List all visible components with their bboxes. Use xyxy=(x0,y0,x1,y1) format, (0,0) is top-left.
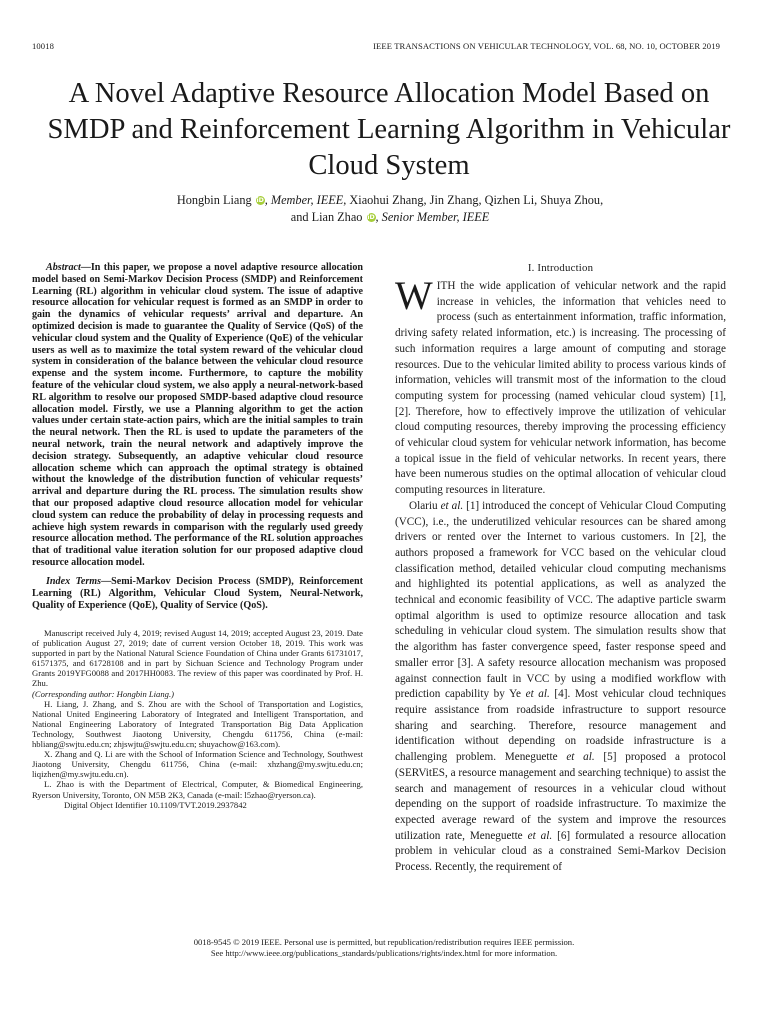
left-column xyxy=(32,262,363,810)
author-name: and Lian Zhao xyxy=(290,210,363,224)
author-names-middle: , Xiaohui Zhang, Jin Zhang, Qizhen Li, Shuya Zhou, xyxy=(343,193,604,207)
footnotes xyxy=(32,628,363,810)
index-terms xyxy=(32,576,363,612)
paper-title: A Novel Adaptive Resource Allocation Model Based on SMDP and Reinforcement Learning Algorithm in Vehicular Cloud System xyxy=(47,78,731,181)
footnote-affiliation: H. Liang, J. Zhang, and S. Zhou are with the School of Transportation and Logistics, National United Engineering Laboratory of Integrated and Intelligent Transportation, and National Engineering Laboratory of Integrated Transportation Big Data Application Technology, Southwest Jiaotong University, Chengdu 611756, China (e-mail: hbliang@swjtu.edu.cn; zhjswjtu@swjtu.edu.cn; shuyachow@163.com). xyxy=(32,698,363,750)
author-membership: , Senior Member, IEEE xyxy=(375,210,490,224)
intro-paragraph-text: ITH the wide application of vehicular network and the rapid increase in vehicles, the information that vehicles need to process (such as entertainment information, traffic information, driving safety related information, etc.) is increasing. The processing of such information requires a large amount of computing and storage resources. Due to the vehicular limited ability to process various kinds of information, vehicles will transmit most of the information to the cloud computing system for processing (named vehicular cloud system) [1], [2]. Therefore, how to effectively improve the utilization of vehicular cloud computing resources, thereby improving the processing efficiency of vehicular cloud system for vehicular network information, has become a topical issue in the field of vehicular networks. In recent years, there have been numerous studies on the optimal allocation of vehicular cloud computing resources in literature. xyxy=(395,280,726,497)
author-name: Hongbin Liang xyxy=(176,193,252,207)
index-terms-label: Index Terms xyxy=(46,575,102,587)
footnote-affiliation: X. Zhang and Q. Li are with the School of Information Science and Technology, Southwest Jiaotong University, Chengdu 611756, China (e-mail: xhzhang@my.swjtu.edu.cn; liqizhen@my.swjtu.edu.cn). xyxy=(32,749,363,780)
abstract-text: —In this paper, we propose a novel adaptive resource allocation model based on Semi-Markov Decision Process (SMDP) and Reinforcement Learning (RL) algorithm in vehicular cloud system. The issue of adaptive resource allocation for vehicular request is formed as an SMDP in order to gain the dynamics of vehicular requests’ arrival and departure. An optimized decision is made to guarantee the Quality of Service (QoS) of the vehicular cloud system and the Quality of Experience (QoE) of the vehicular users as well as to maximize the total system reward of the vehicular cloud system in consideration of the balance between the vehicular cloud resource expense and the system income. Furthermore, to capture the mobility feature of the vehicular cloud system, we also apply a neural-network-based RL algorithm to resolve our proposed SMDP-based adaptive cloud resource allocation model. Firstly, we use a Planning algorithm to get the action values under certain state-action pairs, which are the initial samples to train the neural network. Then the RL is used to update the parameters of the neural network, train the neural network and adaptively improve the decision strategy. Subsequently, an adaptive vehicular cloud resource allocation scheme which can approach the optimal strategy is obtained without the knowledge of the distribution function of vehicular requests’ arrival and departure during the RL process. The simulation results show that our proposed adaptive cloud resource allocation model for vehicular cloud system can reduce the probability of delay in processing requests and achieve high system rewards in comparison with the regularly used greedy resource allocation method. The performance of the RL solution approaches that of traditional value iteration solution for our proposed adaptive cloud resource allocation model. xyxy=(32,262,363,568)
index-terms-text: —Semi-Markov Decision Process (SMDP), Reinforcement Learning (RL) Algorithm, Vehicular Cloud System, Neural-Network, Quality of Experience (QoE), Quality of Service (QoS). xyxy=(32,575,363,611)
abstract xyxy=(32,262,363,569)
orcid-icon[interactable]: iD xyxy=(367,214,375,221)
abstract-label: Abstract xyxy=(46,262,81,273)
intro-paragraph xyxy=(395,273,726,499)
footnote-received: Manuscript received July 4, 2019; revised August 14, 2019; accepted August 23, 2019. Date of publication August 27, 2019; date of current version October 18, 2019. This work was supported in part by the National Natural Science Foundation of China under Grants 61731017, 61571375, and 61728108 and in part by Sichuan Science and Technology Program under Grants 2019YFG0088 and 2017HH0083. The review of this paper was coordinated by Prof. H. Zhu. xyxy=(32,628,363,689)
copyright-link[interactable]: See http://www.ieee.org/publications_standards/publications/rights/index.html for more information. xyxy=(210,948,558,958)
orcid-icon[interactable]: iD xyxy=(256,197,264,204)
right-column xyxy=(395,262,726,876)
author-membership: , Member, IEEE xyxy=(264,193,344,207)
intro-paragraph: Olariu et al. [1] introduced the concept of Vehicular Cloud Computing (VCC), i.e., the underutilized vehicular resources can be shared among drivers or rented over the Internet to various customers. In [2], the authors proposed a framework for VCC based on the vehicular cloud classification method, detailed vehicular cloud computing mechanisms and highlighted its potential applications, as well as analyzed the technical and economic feasibility of VCC. The adaptive particle swarm optimal algorithm is used to optimize resource allocation and task scheduling in vehicular cloud system. The simulation results show that the algorithm has faster convergence speed, faster response speed and smaller error [3]. A safety resource allocation mechanism was proposed against connection fault in VCC by using a modified workflow with prediction capability by Ye et al. [4]. Most vehicular cloud techniques require assistance from roadside infrastructure to support resource sharing and searching. Therefore, resource management and identification without depending on roadside infrastructure is a challenging problem. Meneguette et al. [5] proposed a protocol (SERVitES, a resource management and searching technique) to assist the search and management of resources in a vehicular cloud without depending on the support of roadside infrastructure. To maximize the expected average reward of the system and improve the resources utilization rate, Meneguette et al. [6] formulated a resource allocation problem in vehicular cloud as a constrained Semi-Markov Decision Process. Recently, the requirement of xyxy=(395,499,727,874)
author-list xyxy=(60,192,720,226)
section-heading: I. Introduction xyxy=(527,262,594,274)
footnote-corresponding: (Corresponding author: Hongbin Liang.) xyxy=(32,688,174,699)
copyright-notice xyxy=(60,937,708,959)
running-header-journal: IEEE TRANSACTIONS ON VEHICULAR TECHNOLOGY, VOL. 68, NO. 10, OCTOBER 2019 xyxy=(373,41,720,51)
footnote-doi: Digital Object Identifier 10.1109/TVT.2019.2937842 xyxy=(64,799,247,810)
running-header-page-number: 10018 xyxy=(32,41,54,51)
drop-cap: W xyxy=(395,273,433,318)
copyright-line: 0018-9545 © 2019 IEEE. Personal use is permitted, but republication/redistribution requires IEEE permission. xyxy=(193,937,575,947)
footnote-affiliation: L. Zhao is with the Department of Electrical, Computer, & Biomedical Engineering, Ryerson University, Toronto, ON M5B 2K3, Canada (e-mail: l5zhao@ryerson.ca). xyxy=(32,779,363,800)
